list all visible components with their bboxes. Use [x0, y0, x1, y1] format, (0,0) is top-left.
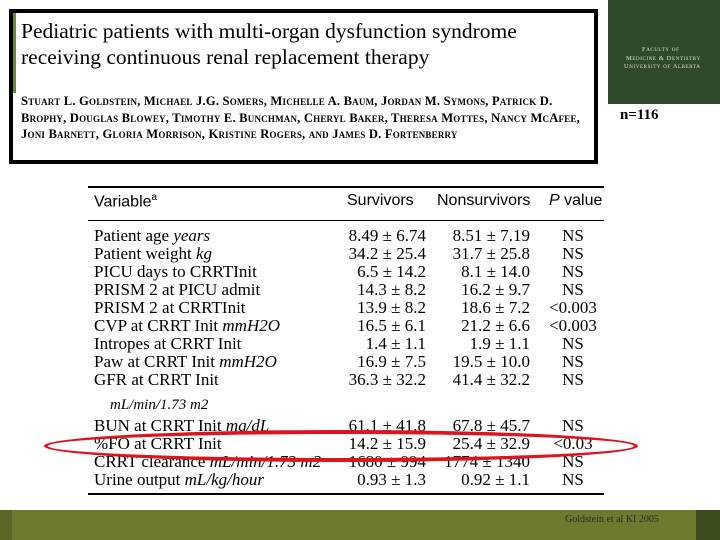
fo-highlight-ellipse	[44, 430, 638, 462]
header-accent-bar	[13, 13, 16, 93]
table-row	[88, 371, 604, 389]
row-p-value: NS	[562, 334, 584, 353]
row-nonsurvivors-value: 19.5 ± 10.0	[452, 352, 530, 371]
row-p-value: <0.003	[549, 316, 597, 335]
row-variable-label: Patient age	[94, 226, 174, 245]
row-variable-label: Patient weight	[94, 244, 196, 263]
faculty-logo-text	[616, 46, 720, 72]
row-survivors-value: 6.5 ± 14.2	[357, 262, 426, 281]
row-variable-unit: mg/dL	[225, 416, 270, 435]
logo-line-2: Medicine & Dentistry	[626, 54, 701, 62]
table-row	[88, 335, 604, 353]
row-variable	[94, 299, 246, 317]
table-row	[88, 471, 604, 489]
row-p-value: NS	[562, 280, 584, 299]
row-nonsurvivors-value: 1.9 ± 1.1	[469, 334, 530, 353]
row-variable-label: %FO at CRRT Init	[94, 434, 222, 453]
row-survivors-value: 1680 ± 994	[348, 452, 426, 471]
row-variable-label: BUN at CRRT Init	[94, 416, 226, 435]
row-nonsurvivors-value: 0.92 ± 1.1	[461, 470, 530, 489]
table-row	[88, 281, 604, 299]
footer-left-strip	[0, 510, 12, 540]
row-survivors-value: 0.93 ± 1.3	[357, 470, 426, 489]
row-p-value: <0.003	[549, 298, 597, 317]
row-variable-unit: mL/min/1.73 m2	[209, 452, 322, 471]
header-variable-text: Variable	[94, 193, 152, 211]
header-p-value	[549, 192, 602, 210]
row-p-value: NS	[562, 452, 584, 471]
row-survivors-value: 13.9 ± 8.2	[357, 298, 426, 317]
row-survivors-value: 36.3 ± 32.2	[348, 370, 426, 389]
row-variable	[94, 227, 210, 245]
table-row	[88, 299, 604, 317]
table-top-rule	[88, 186, 604, 188]
row-nonsurvivors-value: 16.2 ± 9.7	[461, 280, 530, 299]
table-row	[88, 353, 604, 371]
row-p-value: NS	[562, 370, 584, 389]
row-variable	[94, 371, 219, 389]
row-variable	[94, 353, 277, 371]
row-nonsurvivors-value: 21.2 ± 6.6	[461, 316, 530, 335]
sample-size-label: n=116	[620, 107, 659, 123]
row-variable-label: GFR at CRRT Init	[94, 370, 219, 389]
row-nonsurvivors-value: 41.4 ± 32.2	[452, 370, 530, 389]
row-nonsurvivors-value: 1774 ± 1340	[444, 452, 530, 471]
row-variable-unit: mmH2O	[219, 352, 277, 371]
row-survivors-value: 1.4 ± 1.1	[365, 334, 426, 353]
row-variable-label: CVP at CRRT Init	[94, 316, 223, 335]
row-survivors-value: 8.49 ± 6.74	[348, 226, 426, 245]
table-header-rule	[88, 220, 604, 221]
row-variable-label: PICU days to CRRTInit	[94, 262, 257, 281]
logo-line-1: Faculty of	[642, 46, 680, 53]
row-variable	[94, 263, 257, 281]
citation-header-box	[9, 9, 598, 164]
row-p-value: NS	[562, 262, 584, 281]
row-nonsurvivors-value: 18.6 ± 7.2	[461, 298, 530, 317]
header-variable	[94, 192, 157, 211]
row-variable-label: Paw at CRRT Init	[94, 352, 220, 371]
row-variable-unit: years	[173, 226, 211, 245]
source-credit: Goldstein et al KI 2005	[565, 514, 659, 525]
paper-authors: Stuart L. Goldstein, Michael J.G. Somers, Michelle A. Baum, Jordan M. Symons, Patrick D. Brophy, Douglas Blowey, Timothy E. Bunchman, Cheryl Baker, Theresa Mottes, Nancy McAfee, Joni Barnett, Gloria Morrison, Kristine Rogers, and James D. Fortenberry	[21, 94, 580, 142]
row-variable-label: PRISM 2 at CRRTInit	[94, 298, 246, 317]
paper-title: Pediatric patients with multi-organ dysfunction syndrome receiving continuous renal replacement therapy	[21, 19, 517, 69]
row-variable	[94, 335, 241, 353]
header-survivors: Survivors	[347, 192, 414, 209]
table-bottom-rule	[88, 493, 604, 495]
logo-line-3: University of Alberta	[624, 63, 701, 70]
footer-corner	[696, 510, 720, 540]
row-variable-unit: kg	[195, 244, 213, 263]
row-survivors-value: 16.9 ± 7.5	[357, 352, 426, 371]
table-row	[88, 227, 604, 245]
row-variable	[94, 281, 260, 299]
row-p-value: NS	[562, 352, 584, 371]
row-survivors-value: 34.2 ± 25.4	[348, 244, 426, 263]
table-row	[88, 245, 604, 263]
row-p-value: <0.03	[553, 434, 593, 453]
table-row	[88, 263, 604, 281]
row-p-value: NS	[562, 470, 584, 489]
row-variable	[94, 317, 280, 335]
row-nonsurvivors-value: 8.1 ± 14.0	[461, 262, 530, 281]
header-p-letter: P	[549, 192, 560, 209]
outcomes-table	[88, 186, 604, 496]
row-survivors-value: 14.3 ± 8.2	[357, 280, 426, 299]
row-p-value: NS	[562, 416, 584, 435]
row-survivors-value: 16.5 ± 6.1	[357, 316, 426, 335]
header-p-rest: value	[559, 192, 603, 209]
row-p-value: NS	[562, 226, 584, 245]
row-variable	[94, 245, 212, 263]
row-nonsurvivors-value: 8.51 ± 7.19	[452, 226, 530, 245]
row-variable-label: PRISM 2 at PICU admit	[94, 280, 261, 299]
gfr-unit-line: mL/min/1.73 m2	[110, 397, 209, 413]
row-variable-label: Intropes at CRRT Init	[94, 334, 242, 353]
table-row	[88, 317, 604, 335]
row-variable-unit: mmH2O	[222, 316, 280, 335]
header-variable-superscript: a	[151, 192, 158, 203]
row-nonsurvivors-value: 67.8 ± 45.7	[452, 416, 530, 435]
header-nonsurvivors: Nonsurvivors	[437, 192, 531, 209]
row-variable-unit: mL/kg/hour	[184, 470, 264, 489]
row-survivors-value: 14.2 ± 15.9	[348, 434, 426, 453]
row-nonsurvivors-value: 31.7 ± 25.8	[452, 244, 530, 263]
row-p-value: NS	[562, 244, 584, 263]
row-survivors-value: 61.1 ± 41.8	[348, 416, 426, 435]
row-nonsurvivors-value: 25.4 ± 32.9	[452, 434, 530, 453]
row-variable	[94, 471, 264, 489]
row-variable-label: Urine output	[94, 470, 185, 489]
row-variable-label: CRRT clearance	[94, 452, 210, 471]
